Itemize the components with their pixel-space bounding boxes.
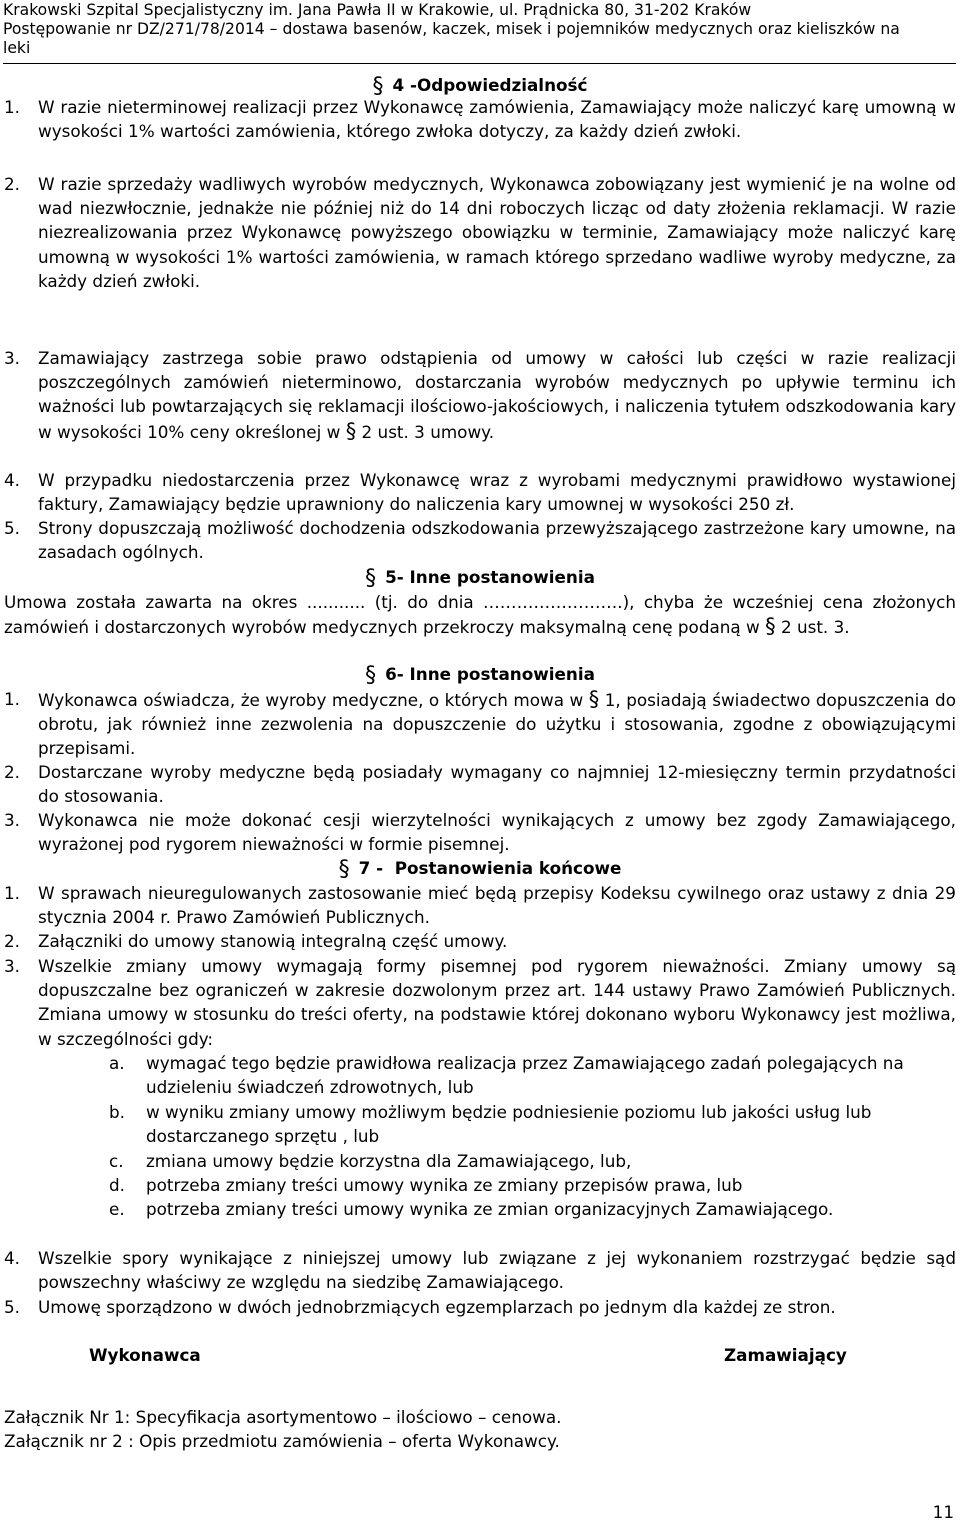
section-7-heading: [0, 857, 960, 882]
section-4-title: 4 -Odpowiedzialność: [392, 75, 588, 95]
header-divider: [3, 63, 956, 64]
header-line-1: Krakowski Szpital Specjalistyczny im. Jana Pawła II w Krakowie, ul. Prądnicka 80, 31-202 Kraków: [3, 1, 752, 19]
s4-item-4-text: W przypadku niedostarczenia przez Wykonawcę wraz z wyrobami medycznymi prawidłowo wystawionej faktury, Zamawiający będzie uprawniony do naliczenia kary umownej w wysokości 250 zł.: [38, 470, 956, 515]
s4-item-1-text: W razie nieterminowej realizacji przez Wykonawcę zamówienia, Zamawiający może naliczyć karę umowną w wysokości 1% wartości zamówienia, którego zwłoka dotyczy, za każdy dzień zwłoki.: [38, 97, 956, 142]
s4-item-3-text-b: 2 ust. 3 umowy.: [361, 421, 495, 442]
s7-item-5-text: Umowę sporządzono w dwóch jednobrzmiących egzemplarzach po jednym dla każdej ze stron.: [38, 1297, 836, 1317]
signature-client: Zamawiający: [724, 1345, 847, 1365]
section-symbol: §: [372, 74, 384, 99]
section-5-heading: [0, 566, 960, 591]
s7-subitem-c-letter: c.: [109, 1151, 124, 1171]
s6-item-2-number: 2.: [4, 762, 21, 782]
attachment-1: Załącznik Nr 1: Specyfikacja asortymentowo – ilościowo – cenowa.: [4, 1407, 562, 1427]
s5-paragraph: [4, 590, 956, 639]
s6-item-1-text: [38, 687, 956, 761]
section-4-heading: [0, 74, 960, 99]
s5-text-b: 2 ust. 3.: [780, 617, 850, 638]
signature-contractor: Wykonawca: [89, 1345, 201, 1365]
s5-text-a: Umowa została zawarta na okres ........... (tj. do dnia …………………….), chyba że wcześniej cena złożonych zamówień i dostarczonych wyrobów medycznych przekroczy maksymalną cenę podaną w: [4, 592, 956, 638]
s7-item-3-number: 3.: [4, 956, 21, 976]
s4-item-3-text: [38, 346, 956, 444]
section-symbol: §: [365, 663, 377, 688]
section-symbol: §: [338, 857, 350, 882]
s6-item-1-number: 1.: [4, 689, 21, 709]
section-symbol: §: [765, 614, 776, 639]
s6-item-2-text: Dostarczane wyroby medyczne będą posiadały wymagany co najmniej 12-miesięczny termin przydatności do stosowania.: [38, 762, 956, 807]
s7-subitem-d-text: potrzeba zmiany treści umowy wynika ze zmiany przepisów prawa, lub: [146, 1175, 743, 1195]
s4-item-5-text: Strony dopuszczają możliwość dochodzenia odszkodowania przewyższającego zastrzeżone kary umowne, na zasadach ogólnych.: [38, 518, 956, 563]
s4-item-3-number: 3.: [4, 348, 21, 368]
s4-item-3-text-a: Zamawiający zastrzega sobie prawo odstąpienia od umowy w całości lub części w razie realizacji poszczególnych zamówień nieterminowo, dostarczania wyrobów medycznych po upływie terminu ich ważności lub powtarzających się reklamacji ilościowo-jakościowych, i naliczenia tytułem odszkodowania kary w wysokości 10% ceny określonej w: [38, 348, 956, 442]
s7-item-5-number: 5.: [4, 1297, 21, 1317]
s7-subitem-e-text: potrzeba zmiany treści umowy wynika ze zmian organizacyjnych Zamawiającego.: [146, 1199, 834, 1219]
s4-item-4-number: 4.: [4, 470, 21, 490]
section-symbol: §: [588, 687, 600, 711]
section-7-title: 7 - Postanowienia końcowe: [358, 858, 622, 878]
s7-subitem-c-text: zmiana umowy będzie korzystna dla Zamawiającego, lub,: [146, 1151, 632, 1171]
header-line-2: Postępowanie nr DZ/271/78/2014 – dostawa basenów, kaczek, misek i pojemników medycznych oraz kieliszków na: [3, 20, 900, 38]
s7-subitem-a-letter: a.: [109, 1053, 125, 1073]
s6-item-1-text-b: 1, posiadają świadectwo dopuszczenia do obrotu, jak również inne zezwolenia na dopuszczenie do użytku i stosowania, zgodne z obowiązującymi przepisami.: [38, 690, 956, 759]
s4-item-2-number: 2.: [4, 174, 21, 194]
section-symbol: §: [365, 566, 377, 591]
s6-item-3-text: Wykonawca nie może dokonać cesji wierzytelności wynikających z umowy bez zgody Zamawiającego, wyrażonej pod rygorem nieważności w formie pisemnej.: [38, 810, 956, 855]
s7-item-4-text: Wszelkie spory wynikające z niniejszej umowy lub związane z jej wykonaniem rozstrzygać będzie sąd powszechny właściwy ze względu na siedzibę Zamawiającego.: [38, 1248, 956, 1293]
s4-item-1-number: 1.: [4, 97, 21, 117]
s7-subitem-d-letter: d.: [109, 1175, 125, 1195]
section-6-title: 6- Inne postanowienia: [385, 664, 595, 684]
s7-item-4-number: 4.: [4, 1248, 21, 1268]
section-6-heading: [0, 663, 960, 688]
page-number: 11: [932, 1502, 954, 1522]
s7-subitem-e-letter: e.: [109, 1199, 125, 1219]
section-symbol: §: [345, 418, 357, 443]
s6-item-3-number: 3.: [4, 810, 21, 830]
s4-item-2-text: W razie sprzedaży wadliwych wyrobów medycznych, Wykonawca zobowiązany jest wymienić je na wolne od wad niezwłocznie, jednakże nie później niż do 14 dni roboczych licząc od daty złożenia reklamacji. W razie niezrealizowania przez Wykonawcę powyższego obowiązku w terminie, Zamawiający może naliczyć karę umowną w wysokości 1% wartości zamówienia, w ramach którego sprzedano wadliwe wyroby medyczne, za każdy dzień zwłoki.: [38, 174, 956, 291]
s6-item-1-text-a: Wykonawca oświadcza, że wyroby medyczne, o których mowa w: [38, 690, 584, 710]
s7-item-3-text: Wszelkie zmiany umowy wymagają formy pisemnej pod rygorem nieważności. Zmiany umowy są dopuszczalne bez ograniczeń w zakresie dozwolonym przez art. 144 ustawy Prawo Zamówień Publicznych. Zmiana umowy w stosunku do treści oferty, na podstawie której dokonano wyboru Wykonawcy jest możliwa, w szczególności gdy:: [38, 956, 956, 1049]
s7-item-1-text: W sprawach nieuregulowanych zastosowanie mieć będą przepisy Kodeksu cywilnego oraz ustawy z dnia 29 stycznia 2004 r. Prawo Zamówień Publicznych.: [38, 883, 956, 928]
s4-item-5-number: 5.: [4, 518, 21, 538]
s7-subitem-b-text: w wyniku zmiany umowy możliwym będzie podniesienie poziomu lub jakości usług lub dostarczanego sprzętu , lub: [146, 1102, 872, 1147]
s7-item-1-number: 1.: [4, 883, 21, 903]
s7-subitem-a-text: wymagać tego będzie prawidłowa realizacja przez Zamawiającego zadań polegających na udzieleniu świadczeń zdrowotnych, lub: [146, 1053, 904, 1098]
s7-item-2-text: Załączniki do umowy stanowią integralną część umowy.: [38, 931, 508, 951]
s7-subitem-b-letter: b.: [109, 1102, 125, 1122]
s7-item-2-number: 2.: [4, 931, 21, 951]
section-5-title: 5- Inne postanowienia: [385, 567, 595, 587]
header-line-3: leki: [3, 39, 31, 57]
attachment-2: Załącznik nr 2 : Opis przedmiotu zamówienia – oferta Wykonawcy.: [4, 1431, 560, 1451]
